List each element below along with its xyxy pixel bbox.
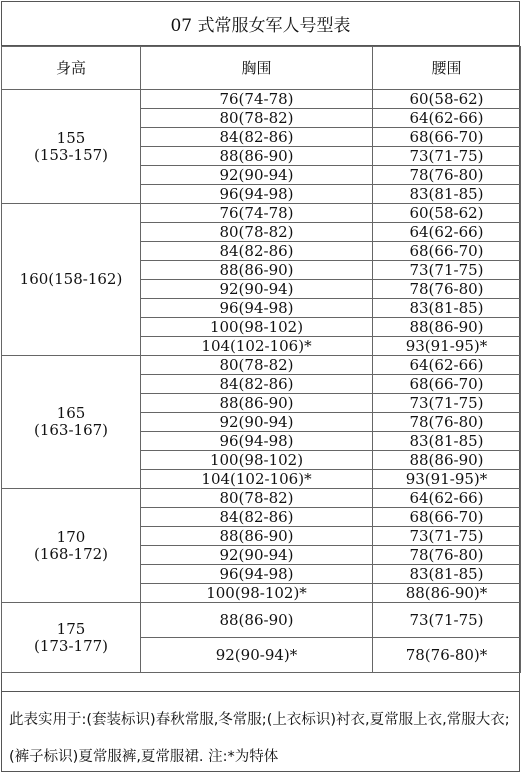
waist-cell: 60(58-62)	[373, 90, 521, 109]
table-row	[2, 356, 521, 375]
height-group-cell: 175 (173-177)	[2, 603, 141, 673]
waist-cell: 78(76-80)	[373, 166, 521, 185]
chest-cell: 104(102-106)*	[141, 470, 373, 489]
waist-cell: 64(62-66)	[373, 223, 521, 242]
waist-cell: 78(76-80)	[373, 546, 521, 565]
table-row	[2, 489, 521, 508]
chest-cell: 92(90-94)*	[141, 638, 373, 673]
chest-cell: 88(86-90)	[141, 394, 373, 413]
waist-cell: 88(86-90)*	[373, 584, 521, 603]
waist-cell: 64(62-66)	[373, 489, 521, 508]
waist-cell: 78(76-80)*	[373, 638, 521, 673]
waist-cell: 83(81-85)	[373, 299, 521, 318]
waist-cell: 68(66-70)	[373, 508, 521, 527]
chest-cell: 96(94-98)	[141, 299, 373, 318]
header-height: 身高	[2, 47, 141, 90]
height-group-cell: 155 (153-157)	[2, 90, 141, 204]
chest-cell: 100(98-102)	[141, 451, 373, 470]
footnote: 此表实用于:(套装标识)春秋常服,冬常服;(上衣标识)衬衣,夏常服上衣,常服大衣;(裤子标识)夏常服裤,夏常服裙. 注:*为特体	[1, 691, 520, 772]
chest-cell: 96(94-98)	[141, 432, 373, 451]
waist-cell: 68(66-70)	[373, 375, 521, 394]
chest-cell: 88(86-90)	[141, 147, 373, 166]
waist-cell: 73(71-75)	[373, 603, 521, 638]
waist-cell: 68(66-70)	[373, 128, 521, 147]
waist-cell: 78(76-80)	[373, 413, 521, 432]
chest-cell: 84(82-86)	[141, 242, 373, 261]
header-row	[2, 47, 521, 90]
chest-cell: 84(82-86)	[141, 375, 373, 394]
chest-cell: 80(78-82)	[141, 223, 373, 242]
waist-cell: 64(62-66)	[373, 109, 521, 128]
chest-cell: 92(90-94)	[141, 280, 373, 299]
waist-cell: 88(86-90)	[373, 451, 521, 470]
size-table	[1, 46, 521, 673]
waist-cell: 93(91-95)*	[373, 337, 521, 356]
waist-cell: 88(86-90)	[373, 318, 521, 337]
page-title: 07 式常服女军人号型表	[1, 1, 520, 46]
table-row	[2, 204, 521, 223]
chest-cell: 88(86-90)	[141, 261, 373, 280]
table-body	[2, 90, 521, 673]
waist-cell: 83(81-85)	[373, 185, 521, 204]
chest-cell: 96(94-98)	[141, 185, 373, 204]
chest-cell: 76(74-78)	[141, 90, 373, 109]
chest-cell: 80(78-82)	[141, 356, 373, 375]
waist-cell: 73(71-75)	[373, 147, 521, 166]
waist-cell: 60(58-62)	[373, 204, 521, 223]
chest-cell: 84(82-86)	[141, 508, 373, 527]
chest-cell: 92(90-94)	[141, 546, 373, 565]
waist-cell: 73(71-75)	[373, 394, 521, 413]
chest-cell: 100(98-102)	[141, 318, 373, 337]
waist-cell: 73(71-75)	[373, 527, 521, 546]
waist-cell: 68(66-70)	[373, 242, 521, 261]
waist-cell: 83(81-85)	[373, 432, 521, 451]
header-chest: 胸围	[141, 47, 373, 90]
table-row	[2, 603, 521, 638]
chest-cell: 88(86-90)	[141, 603, 373, 638]
height-group-cell: 170 (168-172)	[2, 489, 141, 603]
chest-cell: 92(90-94)	[141, 413, 373, 432]
waist-cell: 83(81-85)	[373, 565, 521, 584]
chest-cell: 92(90-94)	[141, 166, 373, 185]
chest-cell: 104(102-106)*	[141, 337, 373, 356]
chest-cell: 96(94-98)	[141, 565, 373, 584]
chest-cell: 100(98-102)*	[141, 584, 373, 603]
table-row	[2, 90, 521, 109]
height-group-cell: 160(158-162)	[2, 204, 141, 356]
waist-cell: 64(62-66)	[373, 356, 521, 375]
chest-cell: 80(78-82)	[141, 489, 373, 508]
waist-cell: 78(76-80)	[373, 280, 521, 299]
chest-cell: 88(86-90)	[141, 527, 373, 546]
height-group-cell: 165 (163-167)	[2, 356, 141, 489]
chest-cell: 76(74-78)	[141, 204, 373, 223]
header-waist: 腰围	[373, 47, 521, 90]
waist-cell: 73(71-75)	[373, 261, 521, 280]
waist-cell: 93(91-95)*	[373, 470, 521, 489]
chest-cell: 84(82-86)	[141, 128, 373, 147]
chest-cell: 80(78-82)	[141, 109, 373, 128]
